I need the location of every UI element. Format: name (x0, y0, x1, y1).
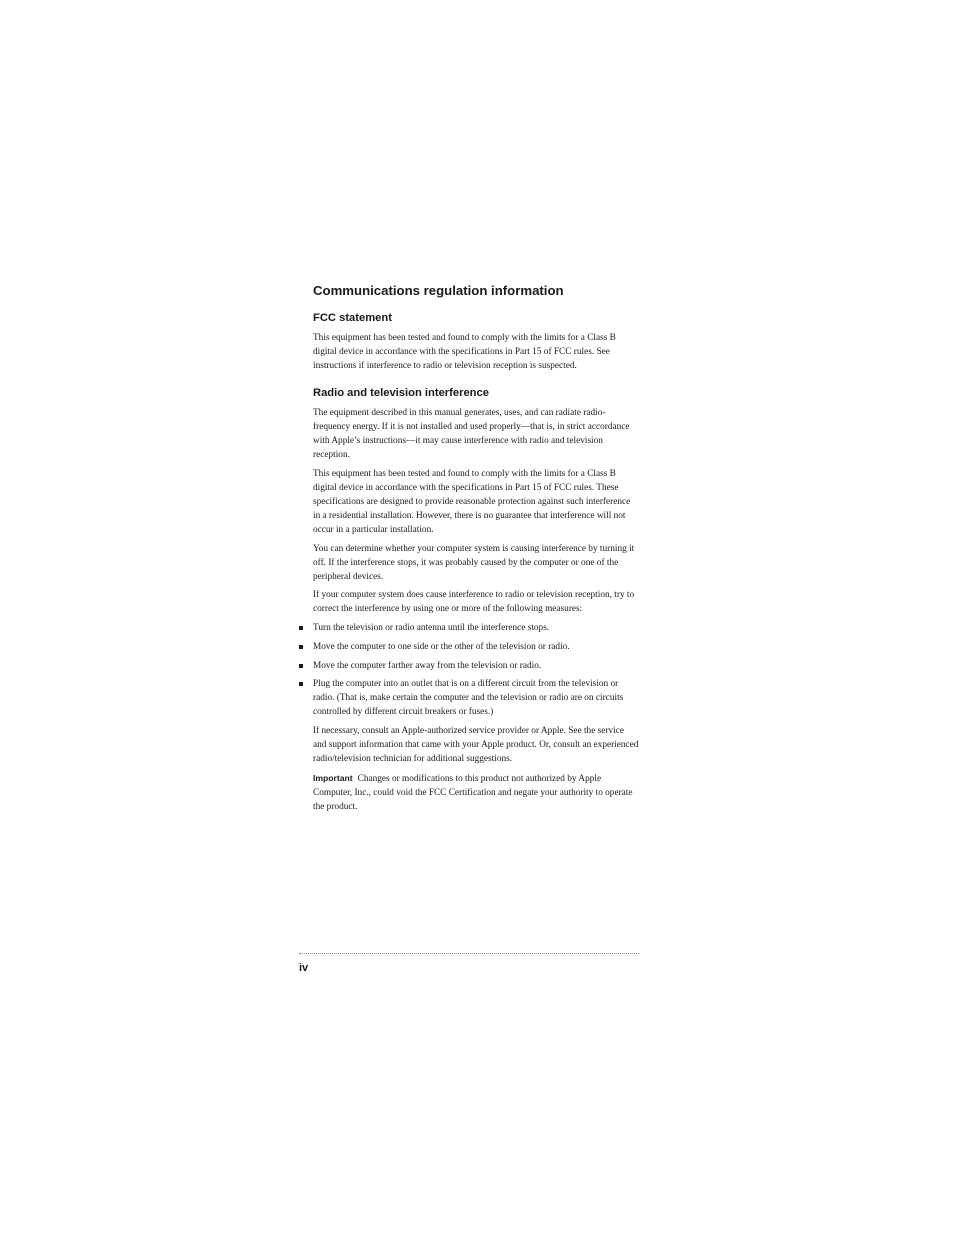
list-item (313, 677, 639, 719)
list-item-text: Move the computer to one side or the other of the television or radio. (313, 642, 570, 652)
list-item (313, 659, 639, 673)
radio-tv-paragraph-3: You can determine whether your computer system is causing interference by turning it off. If the interference stops, it was probably caused by the computer or one of the peripheral devices. (313, 544, 635, 582)
bullet-square-icon (299, 626, 303, 630)
radio-tv-heading: Radio and television interference (313, 387, 489, 399)
bullet-square-icon (299, 645, 303, 649)
important-note (313, 771, 639, 814)
important-text: Changes or modifications to this product not authorized by Apple Computer, Inc., could void the FCC Certification and negate your authority to operate the product. (313, 774, 633, 812)
fcc-paragraph: This equipment has been tested and found to comply with the limits for a Class B digital device in accordance with the specifications in Part 15 of FCC rules. See instructions if interference to radio or television reception is suspected. (313, 333, 616, 371)
radio-tv-paragraph-1: The equipment described in this manual generates, uses, and can radiate radio-frequency energy. If it is not installed and used properly—that is, in strict accordance with Apple’s instructions—it may cause interference with radio and television reception. (313, 408, 630, 460)
list-item-text: Turn the television or radio antenna until the interference stops. (313, 623, 550, 633)
list-item (313, 621, 639, 635)
radio-tv-closing-paragraph: If necessary, consult an Apple-authorized service provider or Apple. See the service and support information that came with your Apple product. Or, consult an experienced radio/television technician for additional suggestions. (313, 726, 639, 764)
bullet-square-icon (299, 664, 303, 668)
bullet-square-icon (299, 682, 303, 686)
radio-tv-paragraph-2: This equipment has been tested and found to comply with the limits for a Class B digital device in accordance with the specifications in Part 15 of FCC rules. These specifications are designed to provide reasonable protection against such interference in a residential installation. However, there is no guarantee that interference will not occur in a particular installation. (313, 469, 631, 535)
section-title: Communications regulation information (313, 283, 564, 298)
fcc-heading: FCC statement (313, 312, 392, 324)
list-item (313, 640, 639, 654)
list-item-text: Move the computer farther away from the television or radio. (313, 661, 542, 671)
page-number: iv (299, 962, 309, 974)
radio-tv-paragraph-4: If your computer system does cause interference to radio or television reception, try to correct the interference by using one or more of the following measures: (313, 590, 635, 614)
footer-divider (299, 953, 639, 954)
important-label: Important (313, 773, 353, 783)
list-item-text: Plug the computer into an outlet that is on a different circuit from the television or radio. (That is, make certain the computer and the television or radio are on circuits controlled by different circuit breakers or fuses.) (313, 679, 624, 717)
